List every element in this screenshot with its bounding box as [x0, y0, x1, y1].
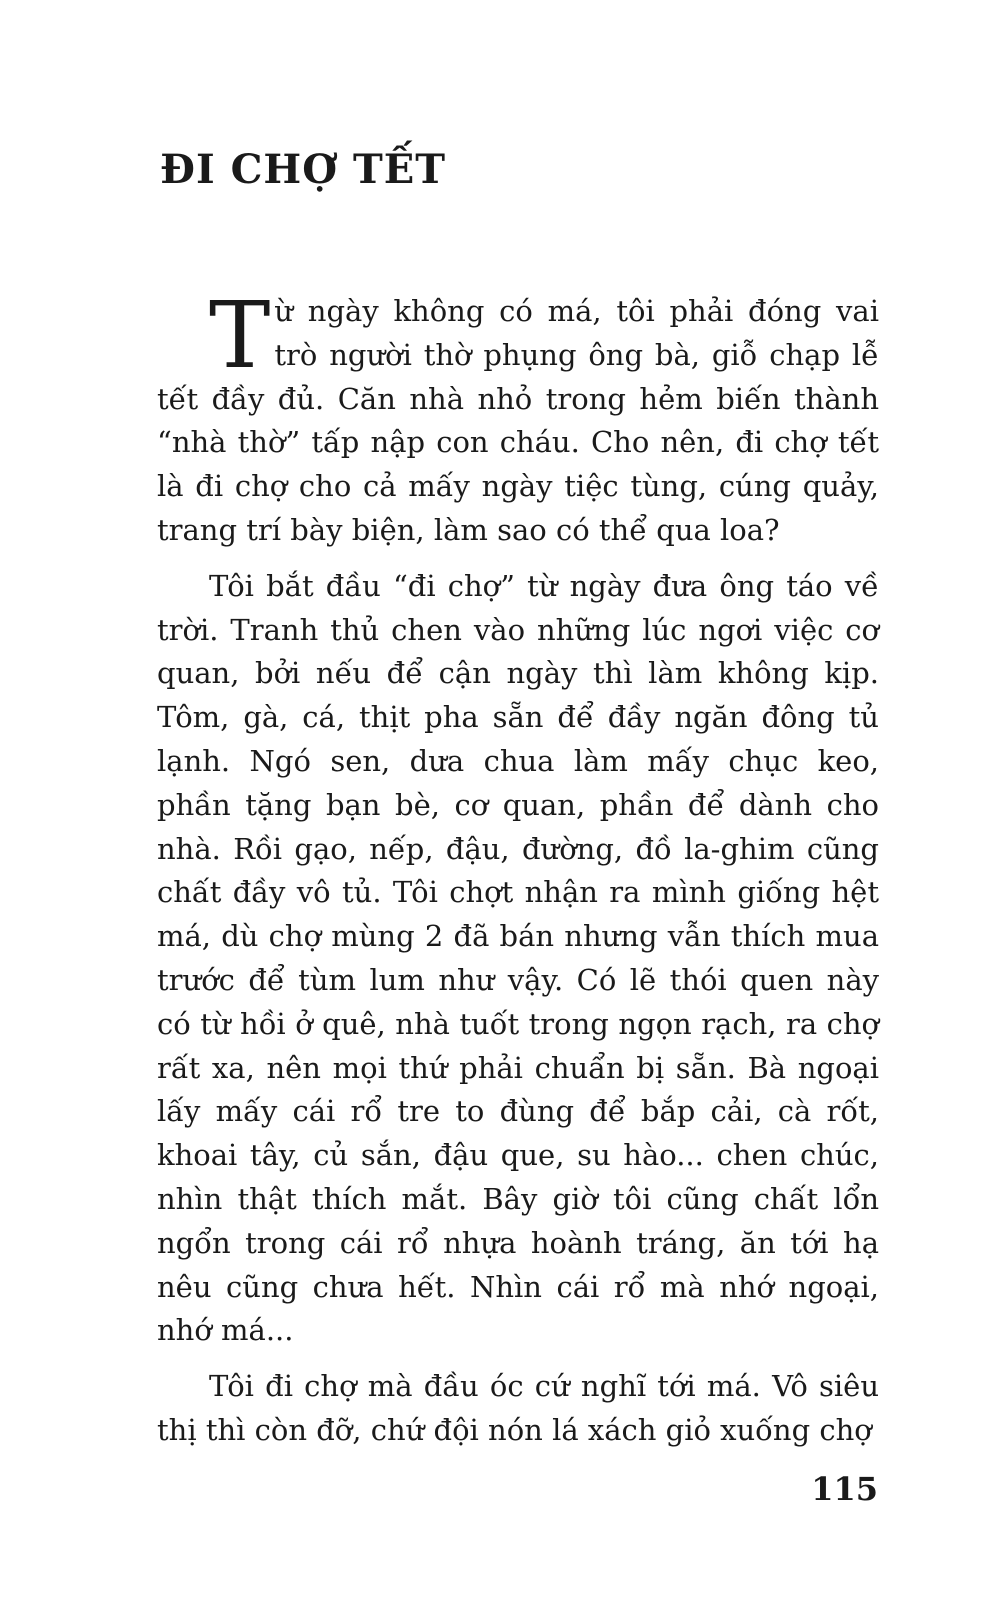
body-text	[157, 282, 879, 1465]
paragraph-2: Tôi bắt đầu “đi chợ” từ ngày đưa ông táo về trời. Tranh thủ chen vào những lúc ngơi việc cơ quan, bởi nếu để cận ngày thì làm không kịp. Tôm, gà, cá, thịt pha sẵn để đầy ngăn đông tủ lạnh. Ngó sen, dưa chua làm mấy chục keo, phần tặng bạn bè, cơ quan, phần để dành cho nhà. Rồi gạo, nếp, đậu, đường, đồ la-ghim cũng chất đầy vô tủ. Tôi chợt nhận ra mình giống hệt má, dù chợ mùng 2 đã bán nhưng vẫn thích mua trước để tùm lum như vậy. Có lẽ thói quen này có từ hồi ở quê, nhà tuốt trong ngọn rạch, ra chợ rất xa, nên mọi thứ phải chuẩn bị sẵn. Bà ngoại lấy mấy cái rổ tre to đùng để bắp cải, cà rốt, khoai tây, củ sắn, đậu que, su hào... chen chúc, nhìn thật thích mắt. Bây giờ tôi cũng chất lổn ngổn trong cái rổ nhựa hoành tráng, ăn tới hạ nêu cũng chưa hết. Nhìn cái rổ mà nhớ ngoại, nhớ má...	[157, 568, 879, 1348]
paragraph-3: Tôi đi chợ mà đầu óc cứ nghĩ tới má. Vô siêu thị thì còn đỡ, chứ đội nón lá xách giỏ xuống chợ	[157, 1369, 879, 1447]
chapter-title: ĐI CHỢ TẾT	[160, 146, 447, 193]
drop-cap: T	[209, 282, 271, 389]
paragraph-1	[157, 282, 879, 553]
page-number: 115	[811, 1470, 878, 1508]
paragraph-1-text: ừ ngày không có má, tôi phải đóng vai trò người thờ phụng ông bà, giỗ chạp lễ tết đầy đủ. Căn nhà nhỏ trong hẻm biến thành “nhà thờ” tấp nập con cháu. Cho nên, đi chợ tết là đi chợ cho cả mấy ngày tiệc tùng, cúng quảy, trang trí bày biện, làm sao có thể qua loa?	[157, 294, 879, 547]
